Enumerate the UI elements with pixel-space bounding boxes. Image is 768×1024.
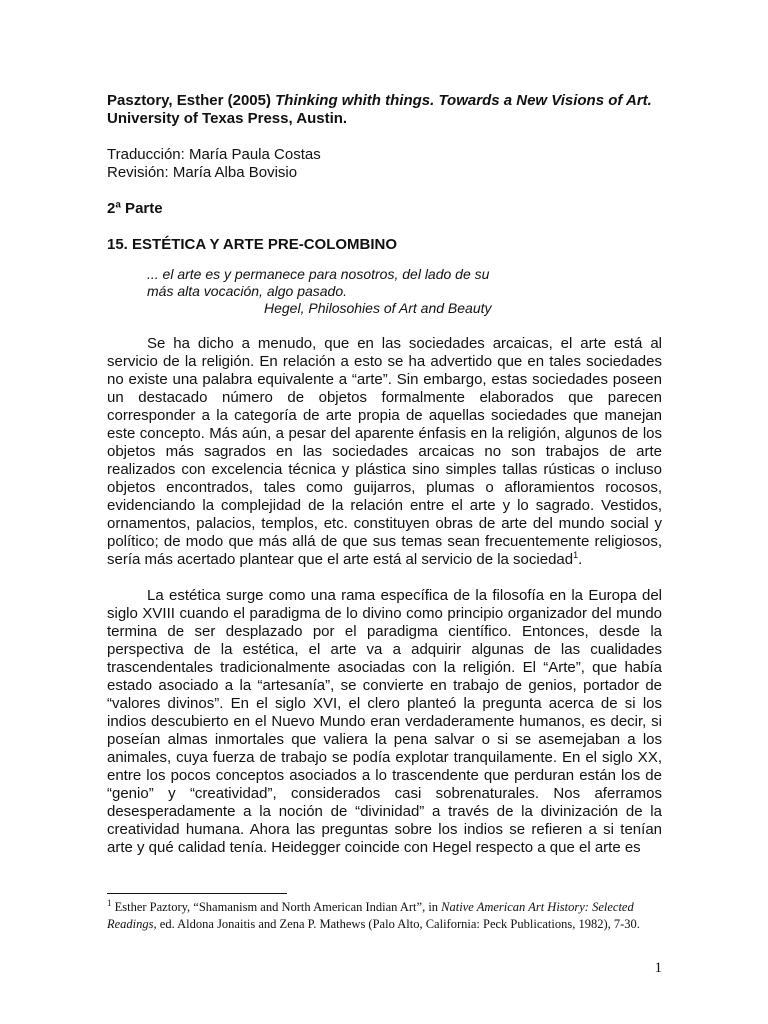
paragraph-1-end: . (578, 551, 583, 568)
translation-credit: Traducción: María Paula Costas (107, 146, 321, 163)
paragraph-2 (107, 587, 662, 857)
citation-title: Thinking whith things. Towards a New Visions of Art. (275, 92, 652, 109)
page-number: 1 (654, 960, 662, 976)
paragraph-2-text: La estética surge como una rama específica de la filosofía en la Europa del siglo XVIII cuando el paradigma de lo divino como principio organizador del mundo termina de ser desplazado por el paradigma científico. Entonces, desde la perspectiva de la estética, el arte va a adquirir algunas de las cualidades trascendentales tradicionalmente asociadas con la religión. El “Arte”, que había estado asociado a la “artesanía”, se convierte en trabajo de genios, portador de “valores divinos”. En el siglo XVI, el clero planteó la pregunta acerca de si los indios descubierto en el Nuevo Mundo eran verdaderamente humanos, es decir, si poseían almas inmortales que valiera la pena salvar o si se asemejaban a los animales, cuya fuerza de trabajo se podía explotar tranquilamente. En el siglo XX, entre los pocos conceptos asociados a lo trascendente que perduran están los de “genio” y “creatividad”, considerados casi sobrenaturales. Nos aferramos desesperadamente a la noción de “divinidad” a través de la divinización de la creatividad humana. Ahora las preguntas sobre los indios se refieren a si tenían arte y qué calidad tenía. Heidegger coincide con Hegel respecto a que el arte es (107, 587, 662, 856)
footnote-number: 1 (107, 897, 112, 908)
paragraph-1 (107, 335, 662, 569)
footnote (107, 899, 662, 933)
credits (107, 146, 662, 182)
citation-author-year: Pasztory, Esther (2005) (107, 92, 276, 109)
chapter-heading: 15. ESTÉTICA Y ARTE PRE-COLOMBINO (107, 236, 398, 253)
epigraph-line-1: ... el arte es y permanece para nosotros, del lado de su (147, 266, 490, 282)
bibliographic-citation (107, 92, 662, 128)
footnote-text-before: Esther Paztory, “Shamanism and North American Indian Art”, in (111, 900, 442, 914)
part-label: 2ª Parte (107, 200, 163, 217)
footnote-text-after: , ed. Aldona Jonaitis and Zena P. Mathews (Palo Alto, California: Peck Publications, 1982), 7-30. (153, 917, 640, 931)
footnote-title: Native American Art History: Selected Readings (107, 900, 634, 931)
revision-credit: Revisión: María Alba Bovisio (107, 164, 298, 181)
footnote-divider (107, 893, 287, 894)
epigraph (147, 266, 662, 317)
footnote-reference[interactable]: 1 (573, 550, 579, 560)
epigraph-attribution: Hegel, Philosohies of Art and Beauty (264, 300, 492, 316)
citation-publisher: University of Texas Press, Austin. (107, 110, 348, 127)
paragraph-1-text: Se ha dicho a menudo, que en las sociedades arcaicas, el arte está al servicio de la religión. En relación a esto se ha advertido que en tales sociedades no existe una palabra equivalente a “arte”. Sin embargo, estas sociedades poseen un destacado número de objetos formalmente elaborados que parecen corresponder a la categoría de arte propia de aquellas sociedades que manejan este concepto. Más aún, a pesar del aparente énfasis en la religión, algunos de los objetos más sagrados en las sociedades arcaicas no son trabajos de arte realizados con excelencia técnica y plástica sino simples tallas rústicas o incluso objetos encontrados, tales como guijarros, plumas o afloramientos rocosos, evidenciando la complejidad de la relación entre el arte y lo sagrado. Vestidos, ornamentos, palacios, templos, etc. constituyen obras de arte del mundo social y político; de modo que más allá de que sus temas sean frecuentemente religiosos, sería más acertado plantear que el arte está al servicio de la sociedad (107, 335, 662, 568)
document-body (107, 92, 662, 857)
epigraph-line-2: más alta vocación, algo pasado. (147, 283, 348, 299)
